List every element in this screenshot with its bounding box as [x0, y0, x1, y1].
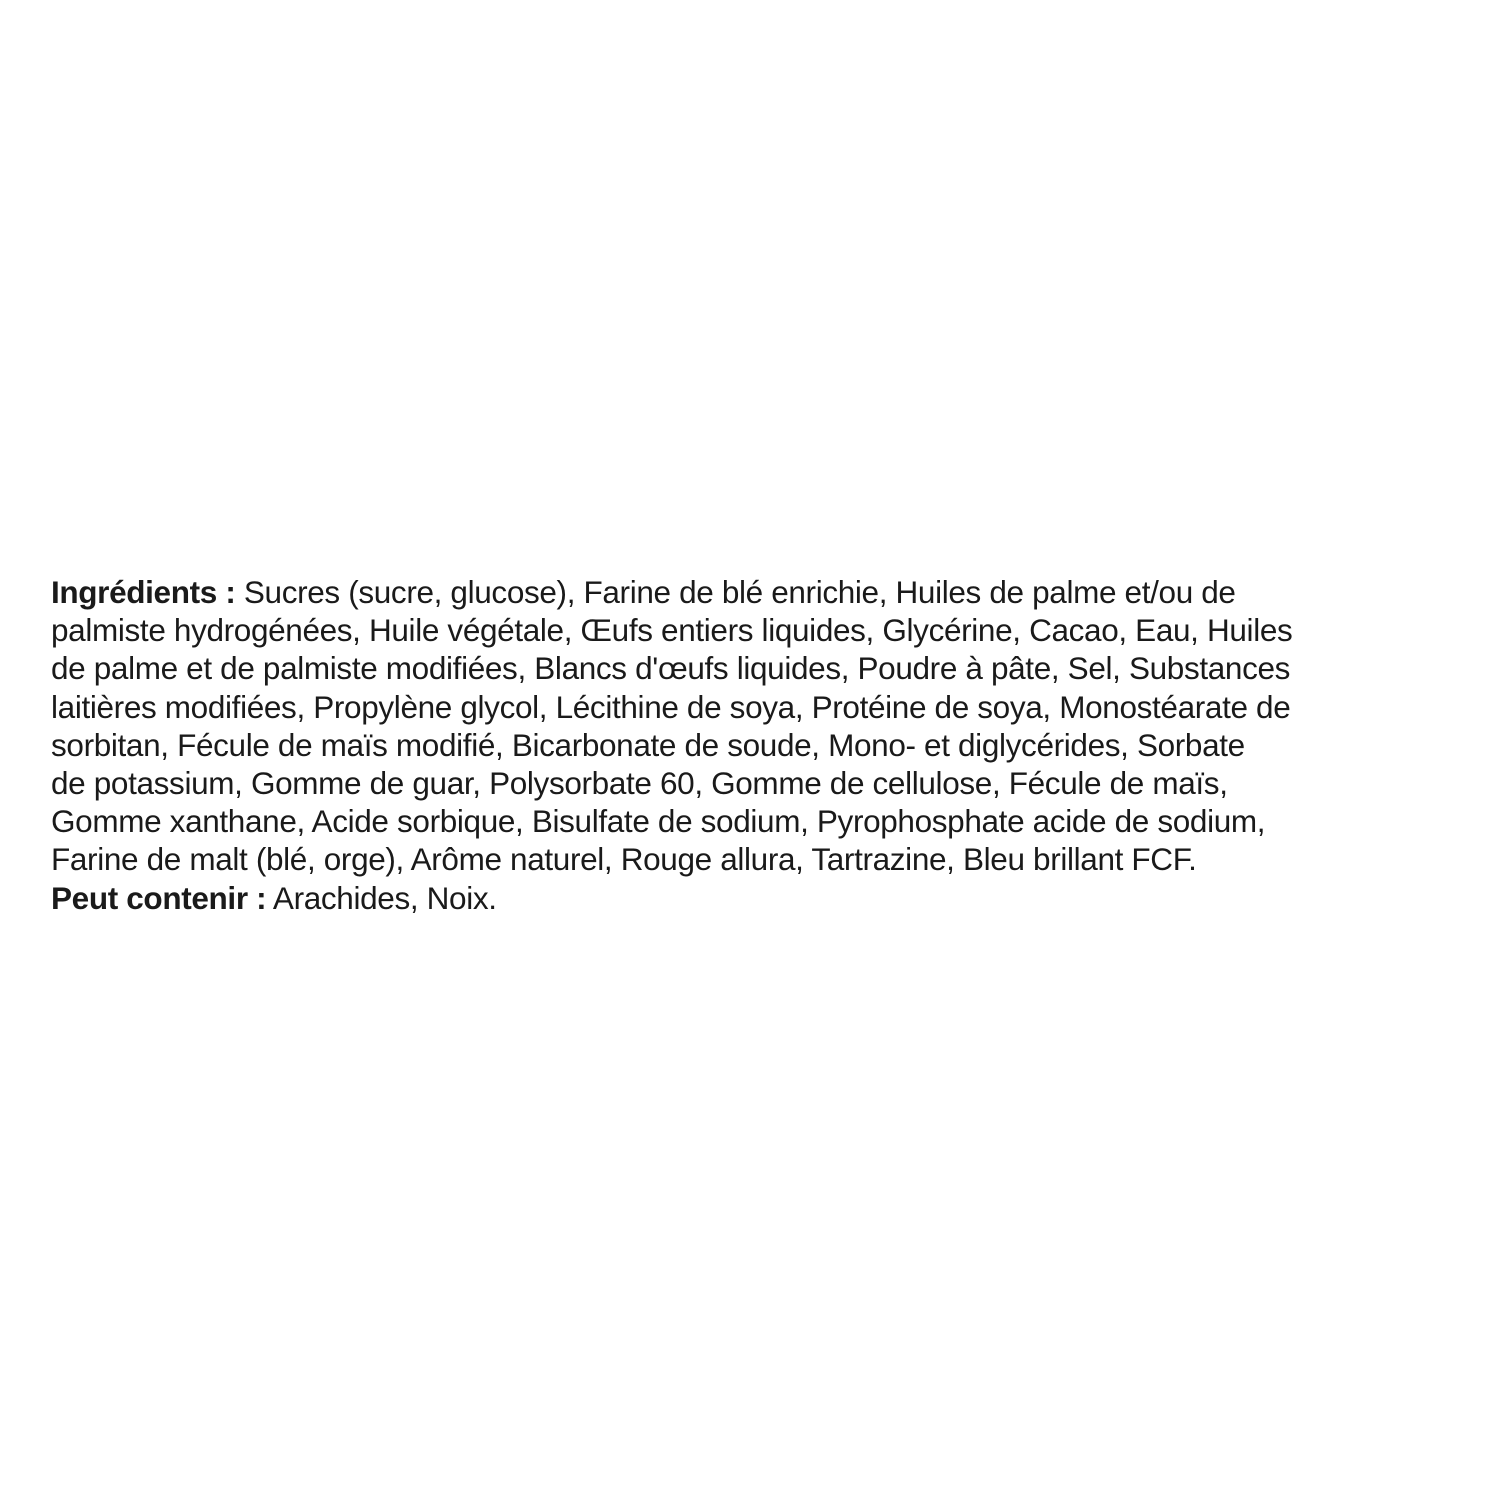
ingredients-line-8: Farine de malt (blé, orge), Arôme naturel, Rouge allura, Tartrazine, Bleu brillant FCF. — [51, 841, 1197, 878]
may-contain-label: Peut contenir : — [51, 879, 267, 916]
ingredients-text-1: Sucres (sucre, glucose), Farine de blé enrichie, Huiles de palme et/ou de — [235, 574, 1236, 610]
may-contain-line — [51, 879, 1471, 917]
may-contain-text: Arachides, Noix. — [266, 879, 497, 916]
ingredients-line-2: palmiste hydrogénées, Huile végétale, Œufs entiers liquides, Glycérine, Cacao, Eau, Huiles — [51, 612, 1293, 649]
ingredients-line-4: laitières modifiées, Propylène glycol, Lécithine de soya, Protéine de soya, Monostéarate de — [51, 688, 1291, 725]
ingredients-label: Ingrédients : — [51, 574, 236, 610]
ingredients-line-7: Gomme xanthane, Acide sorbique, Bisulfate de sodium, Pyrophosphate acide de sodium, — [51, 803, 1266, 840]
ingredients-line-5: sorbitan, Fécule de maïs modifié, Bicarbonate de soude, Mono- et diglycérides, Sorbate — [51, 726, 1245, 763]
ingredients-line-6: de potassium, Gomme de guar, Polysorbate 60, Gomme de cellulose, Fécule de maïs, — [51, 765, 1228, 802]
ingredients-panel — [51, 573, 1471, 917]
ingredients-line-1 — [51, 573, 1471, 611]
ingredients-line-3: de palme et de palmiste modifiées, Blancs d'œufs liquides, Poudre à pâte, Sel, Substances — [51, 650, 1291, 687]
